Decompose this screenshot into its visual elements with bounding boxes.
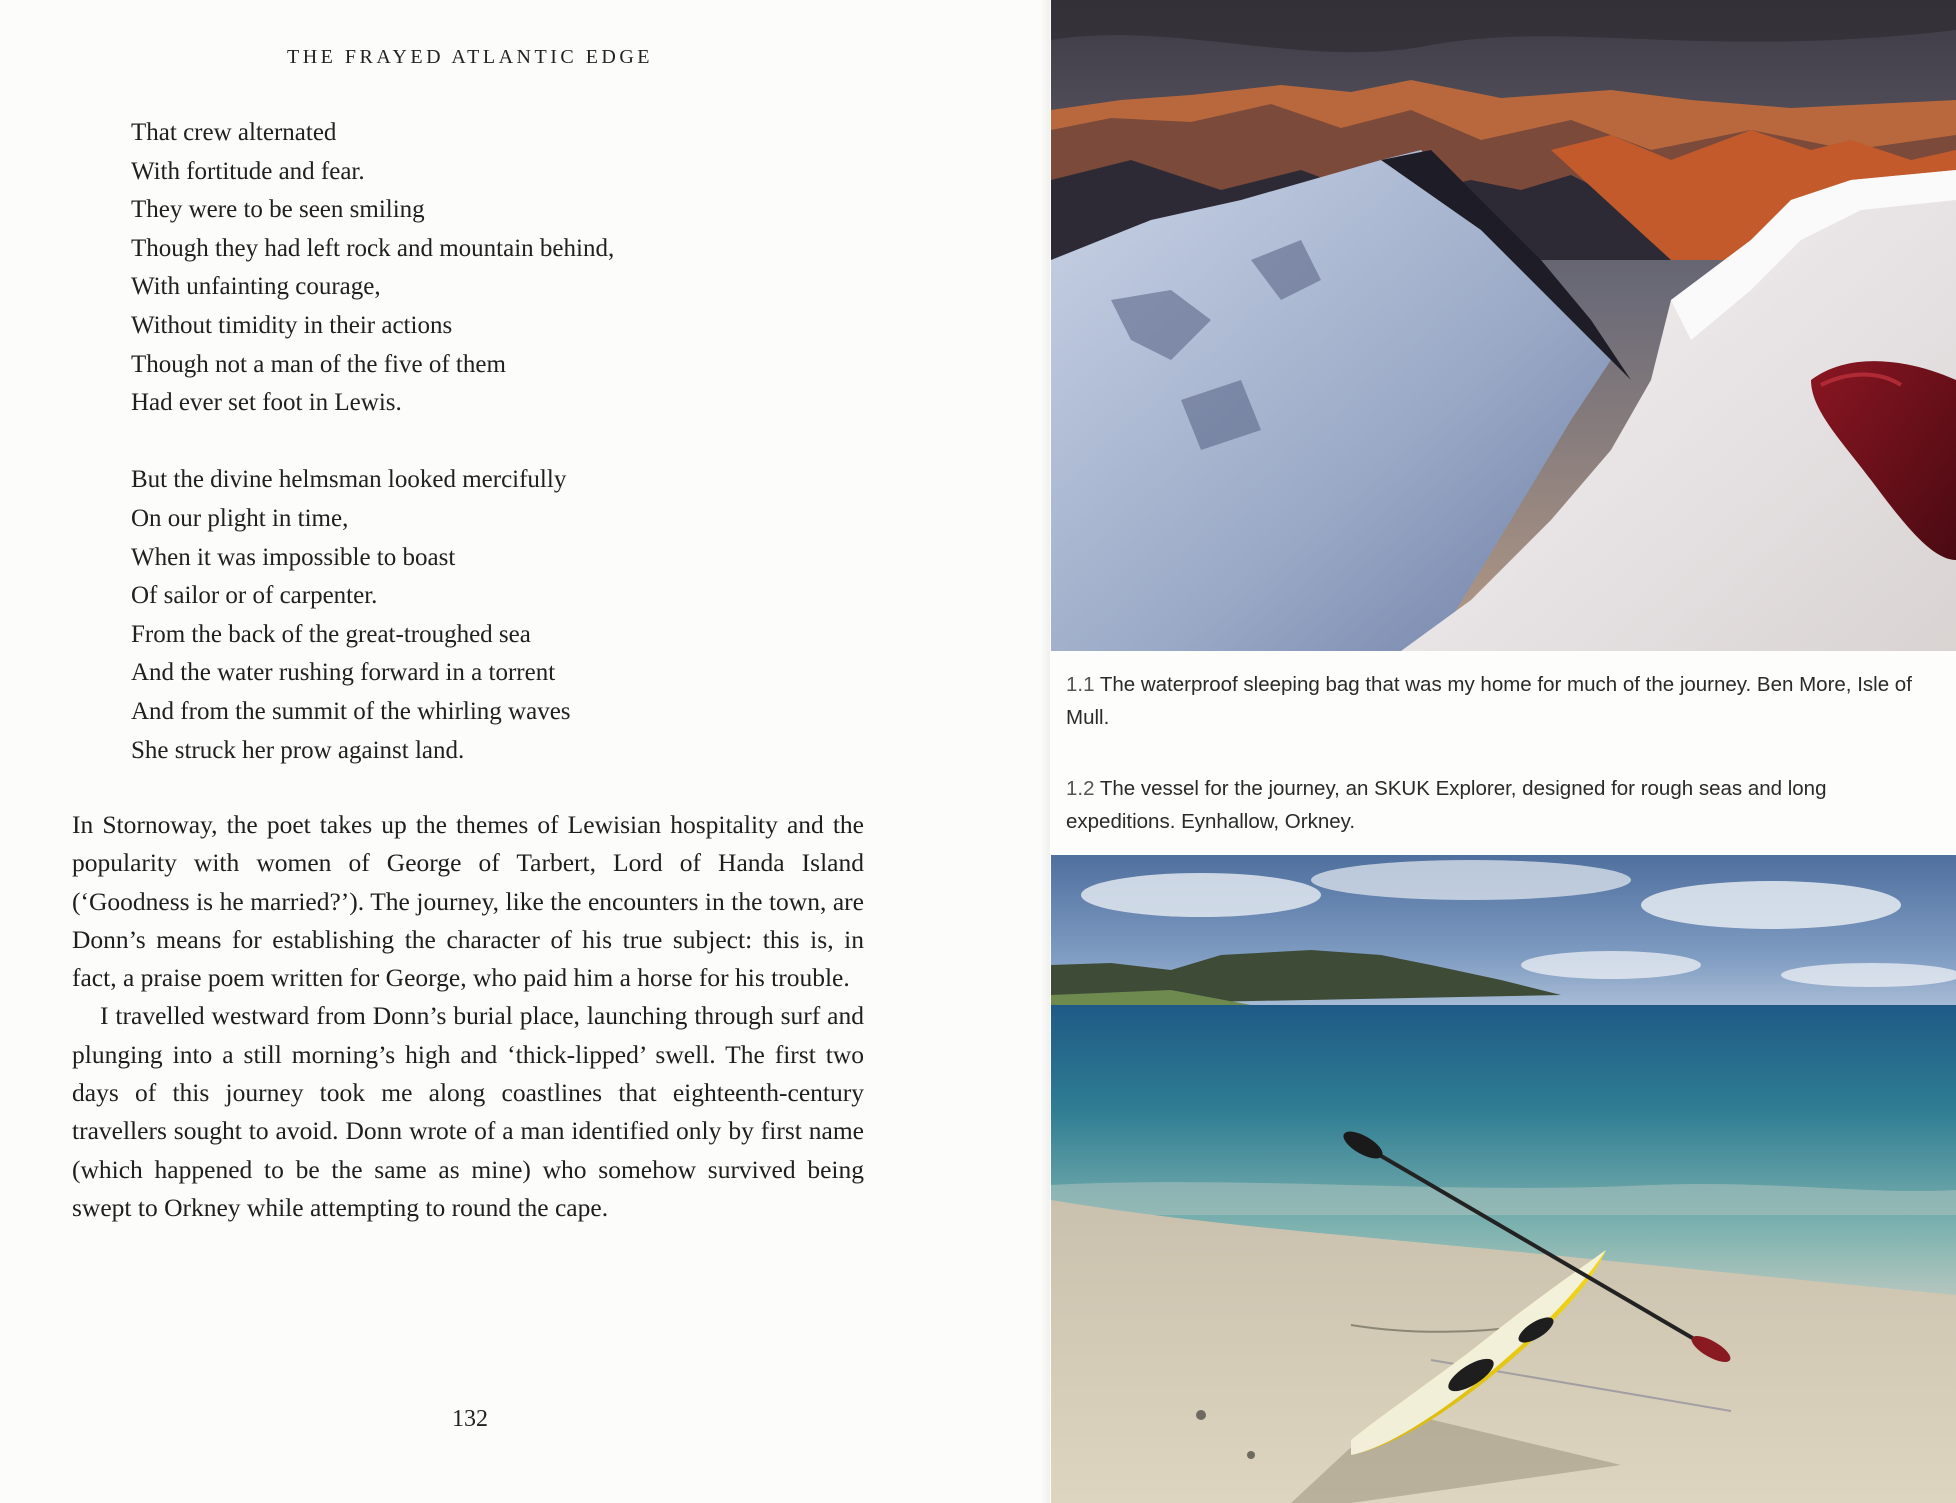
running-head: THE FRAYED ATLANTIC EDGE: [286, 46, 654, 68]
poem-line: With unfainting courage,: [131, 273, 381, 301]
mountain-photo-illustration: [1051, 0, 1956, 651]
caption-text: The waterproof sleeping bag that was my home for much of the journey. Ben More, Isle of Mull.: [1066, 673, 1912, 729]
caption-1-2: [1066, 772, 1916, 838]
poem-line: And from the summit of the whirling waves: [131, 697, 571, 725]
kayak-photo: [1051, 855, 1956, 1503]
poem-line: That crew alternated: [131, 119, 337, 146]
page-number: 132: [452, 1406, 488, 1432]
stanza-break: [131, 423, 891, 462]
poem-line: Though not a man of the five of them: [131, 350, 506, 378]
caption-text: The vessel for the journey, an SKUK Explorer, designed for rough seas and long expeditions. Eynhallow, Orkney.: [1066, 777, 1827, 833]
poem-line: But the divine helmsman looked mercifully: [131, 466, 567, 494]
caption-1-1: [1066, 668, 1916, 734]
prose-paragraph: In Stornoway, the poet takes up the themes of Lewisian hospitality and the popularity with women of George of Tarbert, Lord of Handa Island (‘Goodness is he married?’). The journey, like the encounters in the town, are Donn’s means for establishing the character of his true subject: this is, in fact, a praise poem written for George, who paid him a horse for his trouble.: [72, 810, 864, 993]
poem-line: From the back of the great-troughed sea: [131, 620, 531, 648]
kayak-photo-illustration: [1051, 855, 1956, 1503]
prose-body: [72, 806, 864, 1227]
mountain-photo: [1051, 0, 1956, 651]
poem-line: They were to be seen smiling: [131, 196, 425, 224]
prose-paragraph: I travelled westward from Donn’s burial place, launching through surf and plunging into a still morning’s high and ‘thick-lipped’ swell. The first two days of this journey took me along coastlines that eighteenth-century travellers sought to avoid. Donn wrote of a man identified only by first name (which happened to be the same as mine) who somehow survived being swept to Orkney while attempting to round the cape.: [72, 1001, 864, 1222]
caption-number: 1.1: [1066, 673, 1095, 696]
caption-number: 1.2: [1066, 777, 1095, 800]
poem-line: She struck her prow against land.: [131, 736, 465, 764]
poem-line: On our plight in time,: [131, 504, 349, 532]
poem-line: And the water rushing forward in a torrent: [131, 659, 556, 687]
poem: [131, 114, 891, 770]
poem-line: Had ever set foot in Lewis.: [131, 389, 402, 417]
poem-line: Of sailor or of carpenter.: [131, 582, 378, 610]
poem-line: When it was impossible to boast: [131, 543, 456, 571]
poem-line: Without timidity in their actions: [131, 311, 453, 339]
poem-line: Though they had left rock and mountain behind,: [131, 234, 615, 262]
poem-line: With fortitude and fear.: [131, 157, 365, 185]
